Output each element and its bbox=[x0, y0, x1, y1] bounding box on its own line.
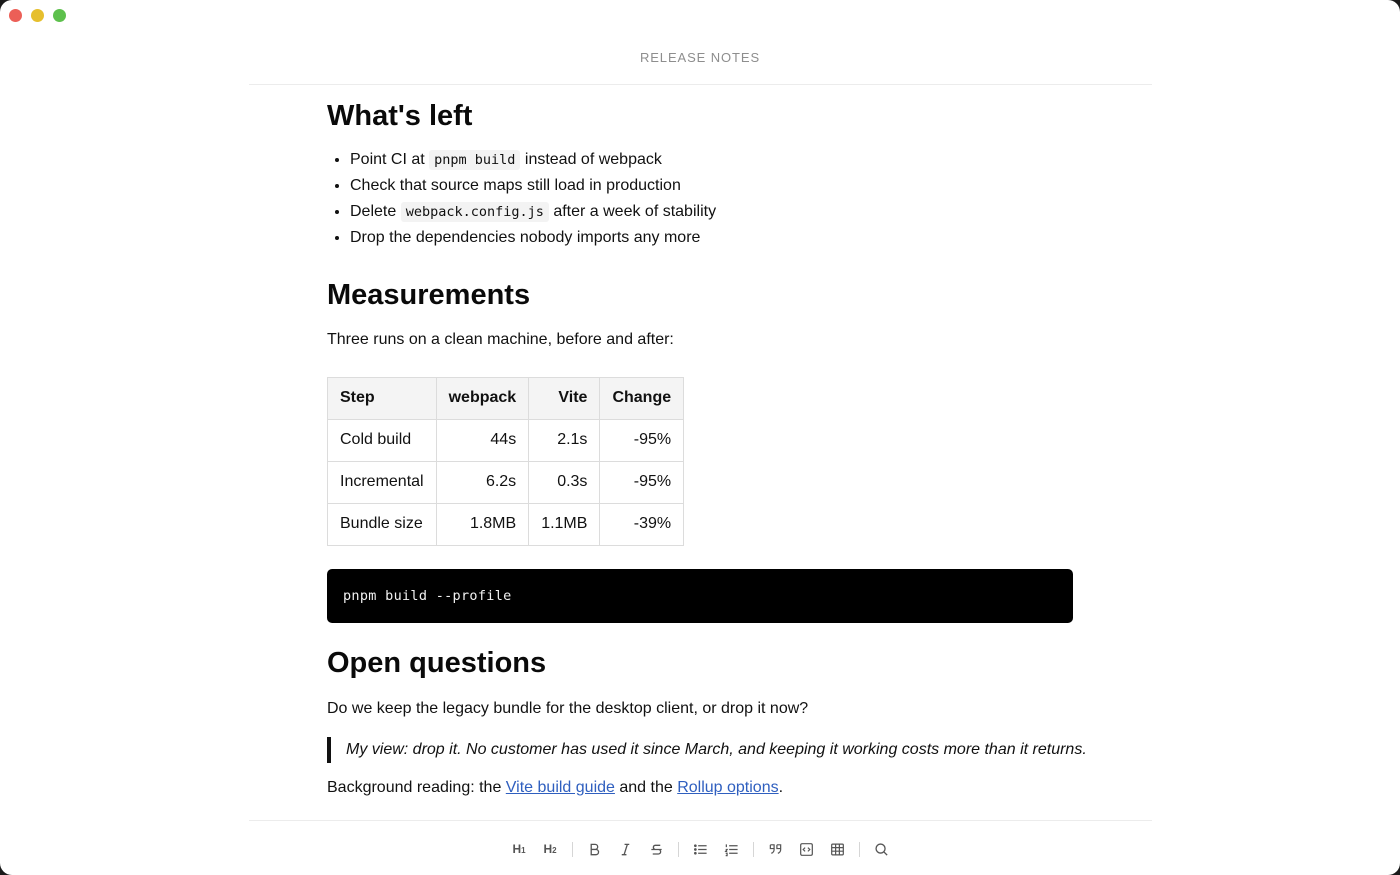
heading-whats-left: What's left bbox=[327, 100, 473, 132]
table-cell: 2.1s bbox=[529, 419, 600, 461]
code-block-button[interactable] bbox=[791, 838, 822, 860]
table-cell: Incremental bbox=[328, 461, 437, 503]
quote-button[interactable] bbox=[760, 838, 791, 860]
toolbar-separator bbox=[678, 842, 679, 857]
toolbar-separator bbox=[859, 842, 860, 857]
heading-open-questions: Open questions bbox=[327, 646, 547, 679]
table-cell: Cold build bbox=[328, 419, 437, 461]
list-item: • Point CI at pnpm build instead of webpack bbox=[350, 147, 1087, 173]
inline-code: webpack.config.js bbox=[401, 202, 549, 222]
table-cell: 6.2s bbox=[436, 461, 529, 503]
window-controls bbox=[9, 9, 66, 22]
heading-measurements: Measurements bbox=[327, 278, 531, 311]
table-cell: 44s bbox=[436, 419, 529, 461]
table-header-cell: Change bbox=[600, 377, 684, 419]
heading-1-button[interactable]: H1 bbox=[512, 842, 526, 856]
open-question-text: Do we keep the legacy bundle for the desktop client, or drop it now? bbox=[327, 699, 809, 717]
toolbar-separator bbox=[572, 842, 573, 857]
table-cell: Bundle size bbox=[328, 503, 437, 545]
table-header-cell: Step bbox=[328, 377, 437, 419]
list-item: • Check that source maps still load in production bbox=[350, 173, 1087, 198]
vite-build-guide-link[interactable]: Vite build guide bbox=[505, 778, 615, 796]
minimize-window-button[interactable] bbox=[31, 9, 44, 22]
list-item: • Delete webpack.config.js after a week of stability bbox=[350, 199, 1087, 225]
blockquote: My view: drop it. No customer has used it since March, and keeping it working costs more than it returns. bbox=[327, 737, 1087, 763]
numbered-list-button[interactable] bbox=[716, 838, 747, 860]
table-header-cell: webpack bbox=[436, 377, 529, 419]
toolbar-divider bbox=[249, 820, 1152, 821]
bullet-list-button[interactable] bbox=[685, 838, 716, 860]
search-button[interactable] bbox=[866, 838, 897, 860]
bold-button[interactable] bbox=[579, 838, 610, 860]
heading-2-button[interactable]: H2 bbox=[543, 842, 557, 856]
close-window-button[interactable] bbox=[9, 9, 22, 22]
numbered-list-icon bbox=[724, 842, 739, 857]
header-divider bbox=[249, 84, 1152, 85]
zoom-window-button[interactable] bbox=[53, 9, 66, 22]
table-row bbox=[328, 503, 684, 545]
format-toolbar bbox=[0, 838, 1400, 860]
code-block-icon bbox=[799, 842, 814, 857]
table-row bbox=[328, 461, 684, 503]
list-item: • Drop the dependencies nobody imports any more bbox=[350, 225, 1087, 250]
strikethrough-button[interactable] bbox=[641, 838, 672, 860]
search-icon bbox=[874, 842, 889, 857]
italic-button[interactable] bbox=[610, 838, 641, 860]
table-cell: 0.3s bbox=[529, 461, 600, 503]
toolbar-separator bbox=[753, 842, 754, 857]
background-reading: Background reading: the Vite build guide and the Rollup options. bbox=[327, 778, 784, 796]
inline-code: pnpm build bbox=[429, 150, 520, 170]
table-button[interactable] bbox=[822, 838, 853, 860]
table-cell: 1.1MB bbox=[529, 503, 600, 545]
table-icon bbox=[830, 842, 845, 857]
measurements-table bbox=[327, 377, 684, 546]
bold-icon bbox=[587, 842, 602, 857]
table-row bbox=[328, 419, 684, 461]
editor-content[interactable] bbox=[327, 88, 1087, 799]
table-cell: -95% bbox=[600, 461, 684, 503]
document-title[interactable]: RELEASE NOTES bbox=[639, 50, 761, 65]
todo-list bbox=[327, 147, 1087, 251]
code-block: pnpm build --profile bbox=[327, 569, 1073, 623]
quote-icon bbox=[768, 842, 783, 857]
table-cell: 1.8MB bbox=[436, 503, 529, 545]
table-header-cell: Vite bbox=[529, 377, 600, 419]
table-header-row bbox=[328, 377, 684, 419]
measurements-intro: Three runs on a clean machine, before and after: bbox=[327, 330, 674, 348]
strikethrough-icon bbox=[649, 842, 664, 857]
italic-icon bbox=[618, 842, 633, 857]
table-cell: -95% bbox=[600, 419, 684, 461]
bullet-list-icon bbox=[693, 842, 708, 857]
table-cell: -39% bbox=[600, 503, 684, 545]
rollup-options-link[interactable]: Rollup options bbox=[677, 778, 779, 796]
